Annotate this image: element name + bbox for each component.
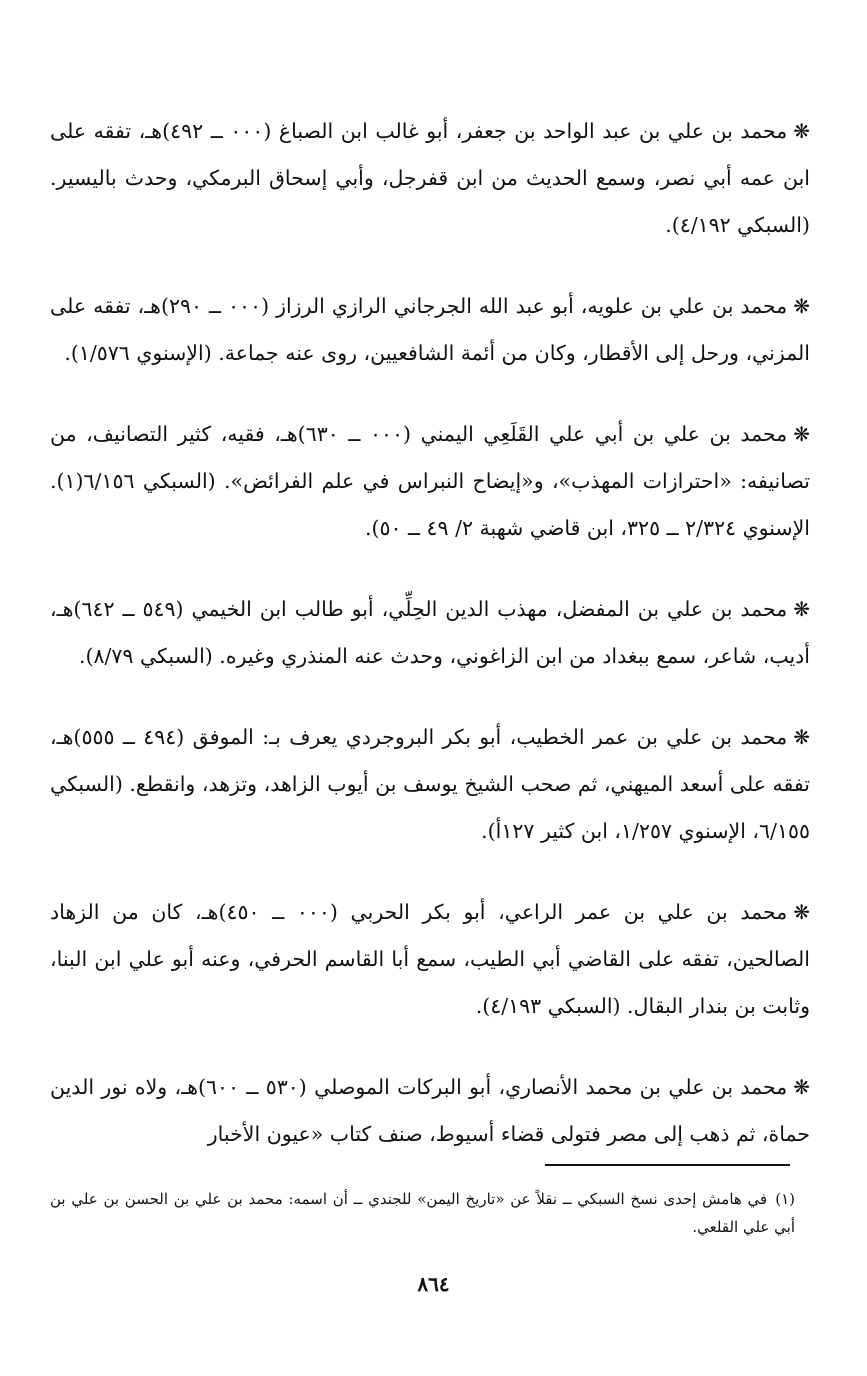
footnote-divider — [545, 1164, 790, 1166]
footnote — [50, 1185, 795, 1241]
biography-entry — [50, 108, 810, 249]
entry-marker-icon: ❋ — [793, 1075, 810, 1099]
biography-entry — [50, 586, 810, 680]
biography-entry — [50, 1064, 810, 1158]
entry-marker-icon: ❋ — [793, 725, 810, 749]
biography-entry — [50, 411, 810, 552]
entry-marker-icon: ❋ — [793, 422, 810, 446]
biography-entry — [50, 714, 810, 855]
entry-text: محمد بن علي بن عبد الواحد بن جعفر، أبو غالب ابن الصباغ (٠٠٠ ــ ٤٩٢)هـ، تفقه على ابن عمه أبي نصر، وسمع الحديث من ابن قفرجل، وأبي إسحاق البرمكي، وحدث باليسير. (السبكي ٤/١٩٢). — [50, 119, 810, 237]
entry-marker-icon: ❋ — [793, 119, 811, 143]
biography-entries — [50, 108, 810, 1158]
page-number: ٨٦٤ — [417, 1272, 450, 1296]
entry-text: محمد بن علي بن أبي علي القَلَعِي اليمني (٠٠٠ ــ ٦٣٠)هـ، فقيه، كثير التصانيف، من تصانيفه: «احترازات المهذب»، و«إيضاح النبراس في علم الفرائض». (السبكي ٦/١٥٦(١). الإسنوي ٢/٣٢٤ ــ ٣٢٥، ابن قاضي شهبة ٢/ ٤٩ ــ ٥٠). — [50, 422, 810, 540]
entry-text: محمد بن علي بن المفضل، مهذب الدين الحِلِّي، أبو طالب ابن الخيمي (٥٤٩ ــ ٦٤٢)هـ، أديب، شاعر، سمع ببغداد من ابن الزاغوني، وحدث عنه المنذري وغيره. (السبكي ٨/٧٩). — [50, 597, 810, 668]
entry-marker-icon: ❋ — [793, 294, 810, 318]
entry-text: محمد بن علي بن محمد الأنصاري، أبو البركات الموصلي (٥٣٠ ــ ٦٠٠)هـ، ولاه نور الدين حماة، ثم ذهب إلى مصر فتولى قضاء أسيوط، صنف كتاب «عيون الأخبار — [50, 1075, 810, 1146]
biography-entry — [50, 889, 810, 1030]
footnote-text: في هامش إحدى نسخ السبكي ــ نقلاً عن «تاريخ اليمن» للجندي ــ أن اسمه: محمد بن علي بن الحسن بن علي بن أبي علي القلعي. — [50, 1190, 795, 1236]
entry-text: محمد بن علي بن عمر الخطيب، أبو بكر البروجردي يعرف بـ: الموفق (٤٩٤ ــ ٥٥٥)هـ، تفقه على أسعد الميهني، ثم صحب الشيخ يوسف بن أيوب الزاهد، وتزهد، وانقطع. (السبكي ٦/١٥٥، الإسنوي ١/٢٥٧، ابن كثير ١٢٧أ). — [50, 725, 810, 843]
entry-text: محمد بن علي بن عمر الراعي، أبو بكر الحربي (٠٠٠ ــ ٤٥٠)هـ، كان من الزهاد الصالحين، تفقه على القاضي أبي الطيب، سمع أبا القاسم الحرفي، وعنه أبو علي ابن البنا، وثابت بن بندار البقال. (السبكي ٤/١٩٣). — [50, 900, 810, 1018]
entry-marker-icon: ❋ — [793, 597, 810, 621]
biography-entry — [50, 283, 810, 377]
footnote-number: (١) — [775, 1190, 795, 1208]
entry-marker-icon: ❋ — [793, 900, 810, 924]
entry-text: محمد بن علي بن علويه، أبو عبد الله الجرجاني الرازي الرزاز (٠٠٠ ــ ٢٩٠)هـ، تفقه على المزني، ورحل إلى الأقطار، وكان من أئمة الشافعيين، روى عنه جماعة. (الإسنوي ١/٥٧٦). — [50, 294, 810, 365]
